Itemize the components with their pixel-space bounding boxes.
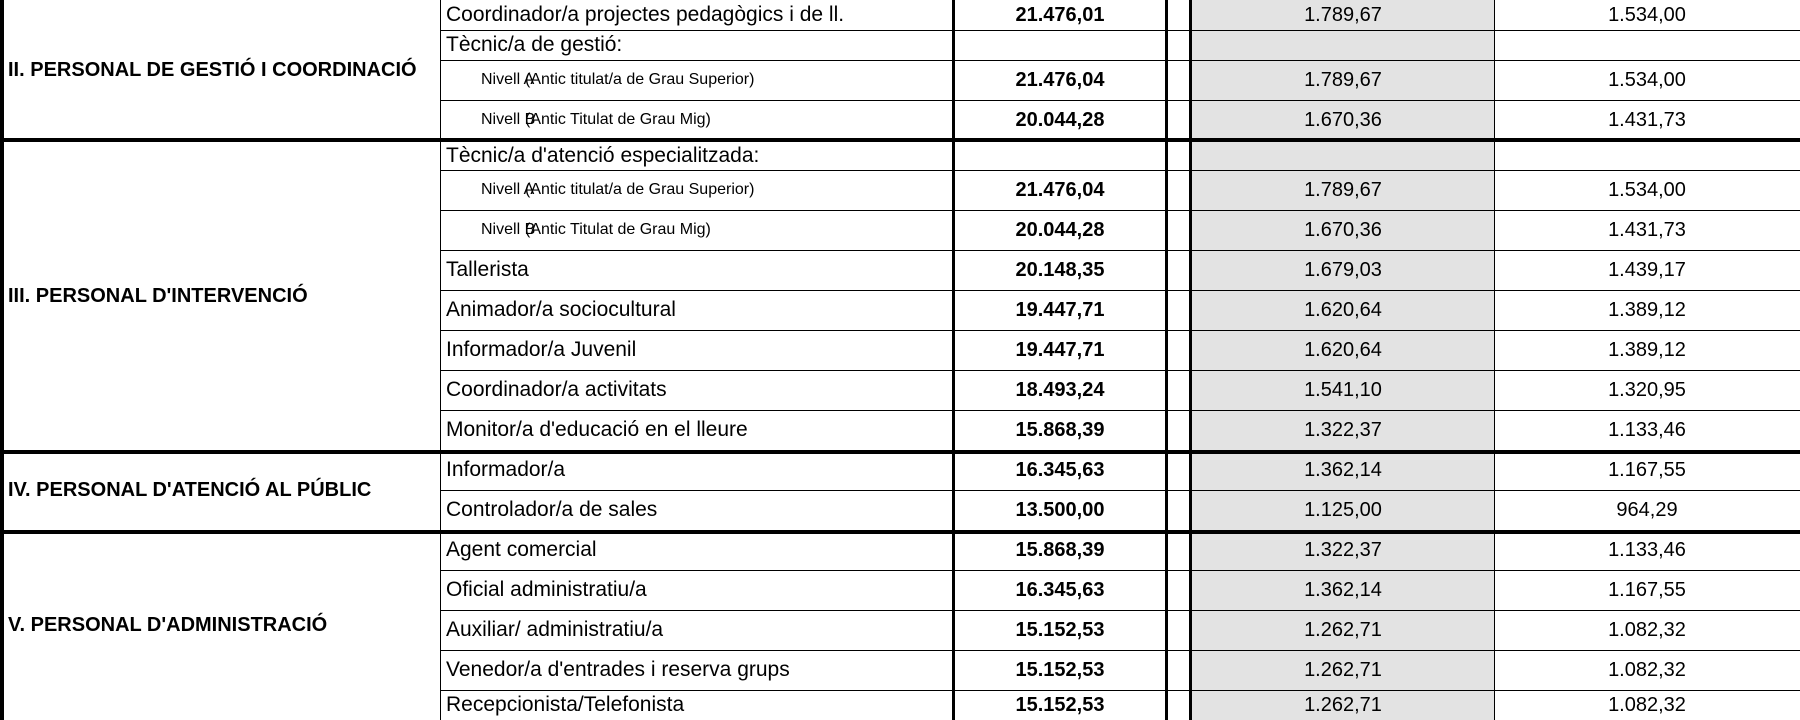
monthly-salary-12: 1.322,37: [1304, 538, 1382, 561]
position-label: Oficial administratiu/a: [446, 578, 647, 601]
annual-salary: 21.476,04: [1015, 68, 1105, 91]
position-sublevel: [481, 100, 711, 140]
annual-salary: 15.868,39: [1015, 418, 1105, 441]
monthly-salary-12: 1.262,71: [1304, 658, 1382, 681]
level-label: Nivell B: [481, 111, 536, 128]
level-description: (Antic Titulat de Grau Mig): [525, 111, 711, 128]
annual-salary: 15.152,53: [1015, 618, 1105, 641]
level-label: Nivell A: [481, 181, 535, 198]
position-sublevel: [481, 170, 754, 210]
monthly-salary-12: 1.679,03: [1304, 258, 1382, 281]
row-divider: [440, 290, 1800, 291]
annual-salary: 20.044,28: [1015, 108, 1105, 131]
annual-salary: 21.476,01: [1015, 3, 1105, 26]
monthly-salary-14: 1.431,73: [1608, 108, 1686, 131]
row-divider: [440, 570, 1800, 571]
position-label: Auxiliar/ administratiu/a: [446, 618, 664, 641]
monthly-salary-14: 1.082,32: [1608, 618, 1686, 641]
annual-salary: [952, 30, 1168, 60]
annual-salary: 21.476,04: [1015, 178, 1105, 201]
row-divider: [440, 650, 1800, 651]
monthly-salary-14: 1.534,00: [1608, 178, 1686, 201]
position-label: Monitor/a d'educació en el lleure: [446, 418, 748, 441]
monthly-salary-14: 1.082,32: [1608, 658, 1686, 681]
group-title: IV. PERSONAL D'ATENCIÓ AL PÚBLIC: [8, 478, 372, 501]
level-description: (Antic titulat/a de Grau Superior): [525, 181, 755, 198]
monthly-salary-14: 1.133,46: [1608, 418, 1686, 441]
monthly-salary-12: 1.262,71: [1304, 693, 1382, 716]
left-border: [0, 0, 4, 720]
monthly-salary-14: 1.167,55: [1608, 458, 1686, 481]
position-label: Animador/a sociocultural: [446, 298, 676, 321]
monthly-salary-12: 1.670,36: [1304, 108, 1382, 131]
column-divider: [952, 0, 955, 720]
level-label: Nivell B: [481, 221, 536, 238]
monthly-salary-12: 1.362,14: [1304, 458, 1382, 481]
annual-salary: 19.447,71: [1015, 298, 1105, 321]
monthly-salary-12: 1.789,67: [1304, 68, 1382, 91]
group-divider: [0, 530, 1800, 534]
position-label: Coordinador/a activitats: [446, 378, 667, 401]
level-label: Nivell A: [481, 71, 535, 88]
monthly-salary-12: [1192, 30, 1494, 60]
position-sublevel: [481, 60, 754, 100]
group-title: II. PERSONAL DE GESTIÓ I COORDINACIÓ: [8, 58, 417, 81]
monthly-salary-14: 1.167,55: [1608, 578, 1686, 601]
position-label: Informador/a: [446, 458, 566, 481]
group-divider: [0, 450, 1800, 454]
monthly-salary-12: 1.125,00: [1304, 498, 1382, 521]
row-divider: [440, 60, 1800, 61]
row-divider: [440, 210, 1800, 211]
monthly-salary-14: 1.389,12: [1608, 338, 1686, 361]
row-divider: [440, 370, 1800, 371]
row-divider: [440, 30, 1800, 31]
annual-salary: 19.447,71: [1015, 338, 1105, 361]
monthly-salary-14: 1.534,00: [1608, 68, 1686, 91]
level-description: (Antic Titulat de Grau Mig): [525, 221, 711, 238]
monthly-salary-14: 1.534,00: [1608, 3, 1686, 26]
position-label: Venedor/a d'entrades i reserva grups: [446, 658, 790, 681]
row-divider: [440, 410, 1800, 411]
monthly-salary-14: 964,29: [1616, 498, 1678, 521]
position-label: Recepcionista/Telefonista: [446, 693, 685, 716]
annual-salary: 15.152,53: [1015, 658, 1105, 681]
monthly-salary-12: 1.789,67: [1304, 3, 1382, 26]
position-label: Tècnic/a d'atenció especialitzada:: [446, 144, 760, 167]
monthly-salary-14: 1.133,46: [1608, 538, 1686, 561]
position-label: Agent comercial: [446, 538, 597, 561]
monthly-salary-12: 1.322,37: [1304, 418, 1382, 441]
monthly-salary-12: 1.541,10: [1304, 378, 1382, 401]
annual-salary: 16.345,63: [1015, 458, 1105, 481]
position-label: Coordinador/a projectes pedagògics i de ll.: [446, 3, 845, 26]
row-divider: [440, 330, 1800, 331]
monthly-salary-12: 1.620,64: [1304, 298, 1382, 321]
position-label: Informador/a Juvenil: [446, 338, 637, 361]
group-title: V. PERSONAL D'ADMINISTRACIÓ: [8, 613, 328, 636]
annual-salary: 16.345,63: [1015, 578, 1105, 601]
level-description: (Antic titulat/a de Grau Superior): [525, 71, 755, 88]
monthly-salary-12: 1.789,67: [1304, 178, 1382, 201]
monthly-salary-14: 1.389,12: [1608, 298, 1686, 321]
monthly-salary-14: 1.439,17: [1608, 258, 1686, 281]
position-label: Tallerista: [446, 258, 529, 281]
monthly-salary-14: 1.431,73: [1608, 218, 1686, 241]
monthly-salary-14: 1.082,32: [1608, 693, 1686, 716]
monthly-salary-14: 1.320,95: [1608, 378, 1686, 401]
row-divider: [440, 250, 1800, 251]
monthly-salary-12: 1.262,71: [1304, 618, 1382, 641]
monthly-salary-12: 1.670,36: [1304, 218, 1382, 241]
column-divider: [1494, 0, 1495, 720]
position-label: Controlador/a de sales: [446, 498, 658, 521]
annual-salary: 15.868,39: [1015, 538, 1105, 561]
group-divider: [0, 138, 1800, 142]
annual-salary: 15.152,53: [1015, 693, 1105, 716]
row-divider: [440, 100, 1800, 101]
column-divider: [1189, 0, 1192, 720]
annual-salary: 20.044,28: [1015, 218, 1105, 241]
monthly-salary-12: 1.362,14: [1304, 578, 1382, 601]
row-divider: [440, 610, 1800, 611]
group-title: III. PERSONAL D'INTERVENCIÓ: [8, 284, 308, 307]
row-divider: [440, 490, 1800, 491]
monthly-salary-12: [1192, 142, 1494, 170]
monthly-salary-14: [1494, 142, 1800, 170]
annual-salary: 18.493,24: [1015, 378, 1105, 401]
row-divider: [440, 170, 1800, 171]
annual-salary: 20.148,35: [1015, 258, 1105, 281]
monthly-salary-14: [1494, 30, 1800, 60]
position-label: Tècnic/a de gestió:: [446, 33, 623, 56]
row-divider: [440, 690, 1800, 691]
column-divider: [440, 0, 441, 720]
position-sublevel: [481, 210, 711, 250]
monthly-salary-12: 1.620,64: [1304, 338, 1382, 361]
annual-salary: [952, 142, 1168, 170]
column-divider: [1165, 0, 1168, 720]
annual-salary: 13.500,00: [1015, 498, 1105, 521]
